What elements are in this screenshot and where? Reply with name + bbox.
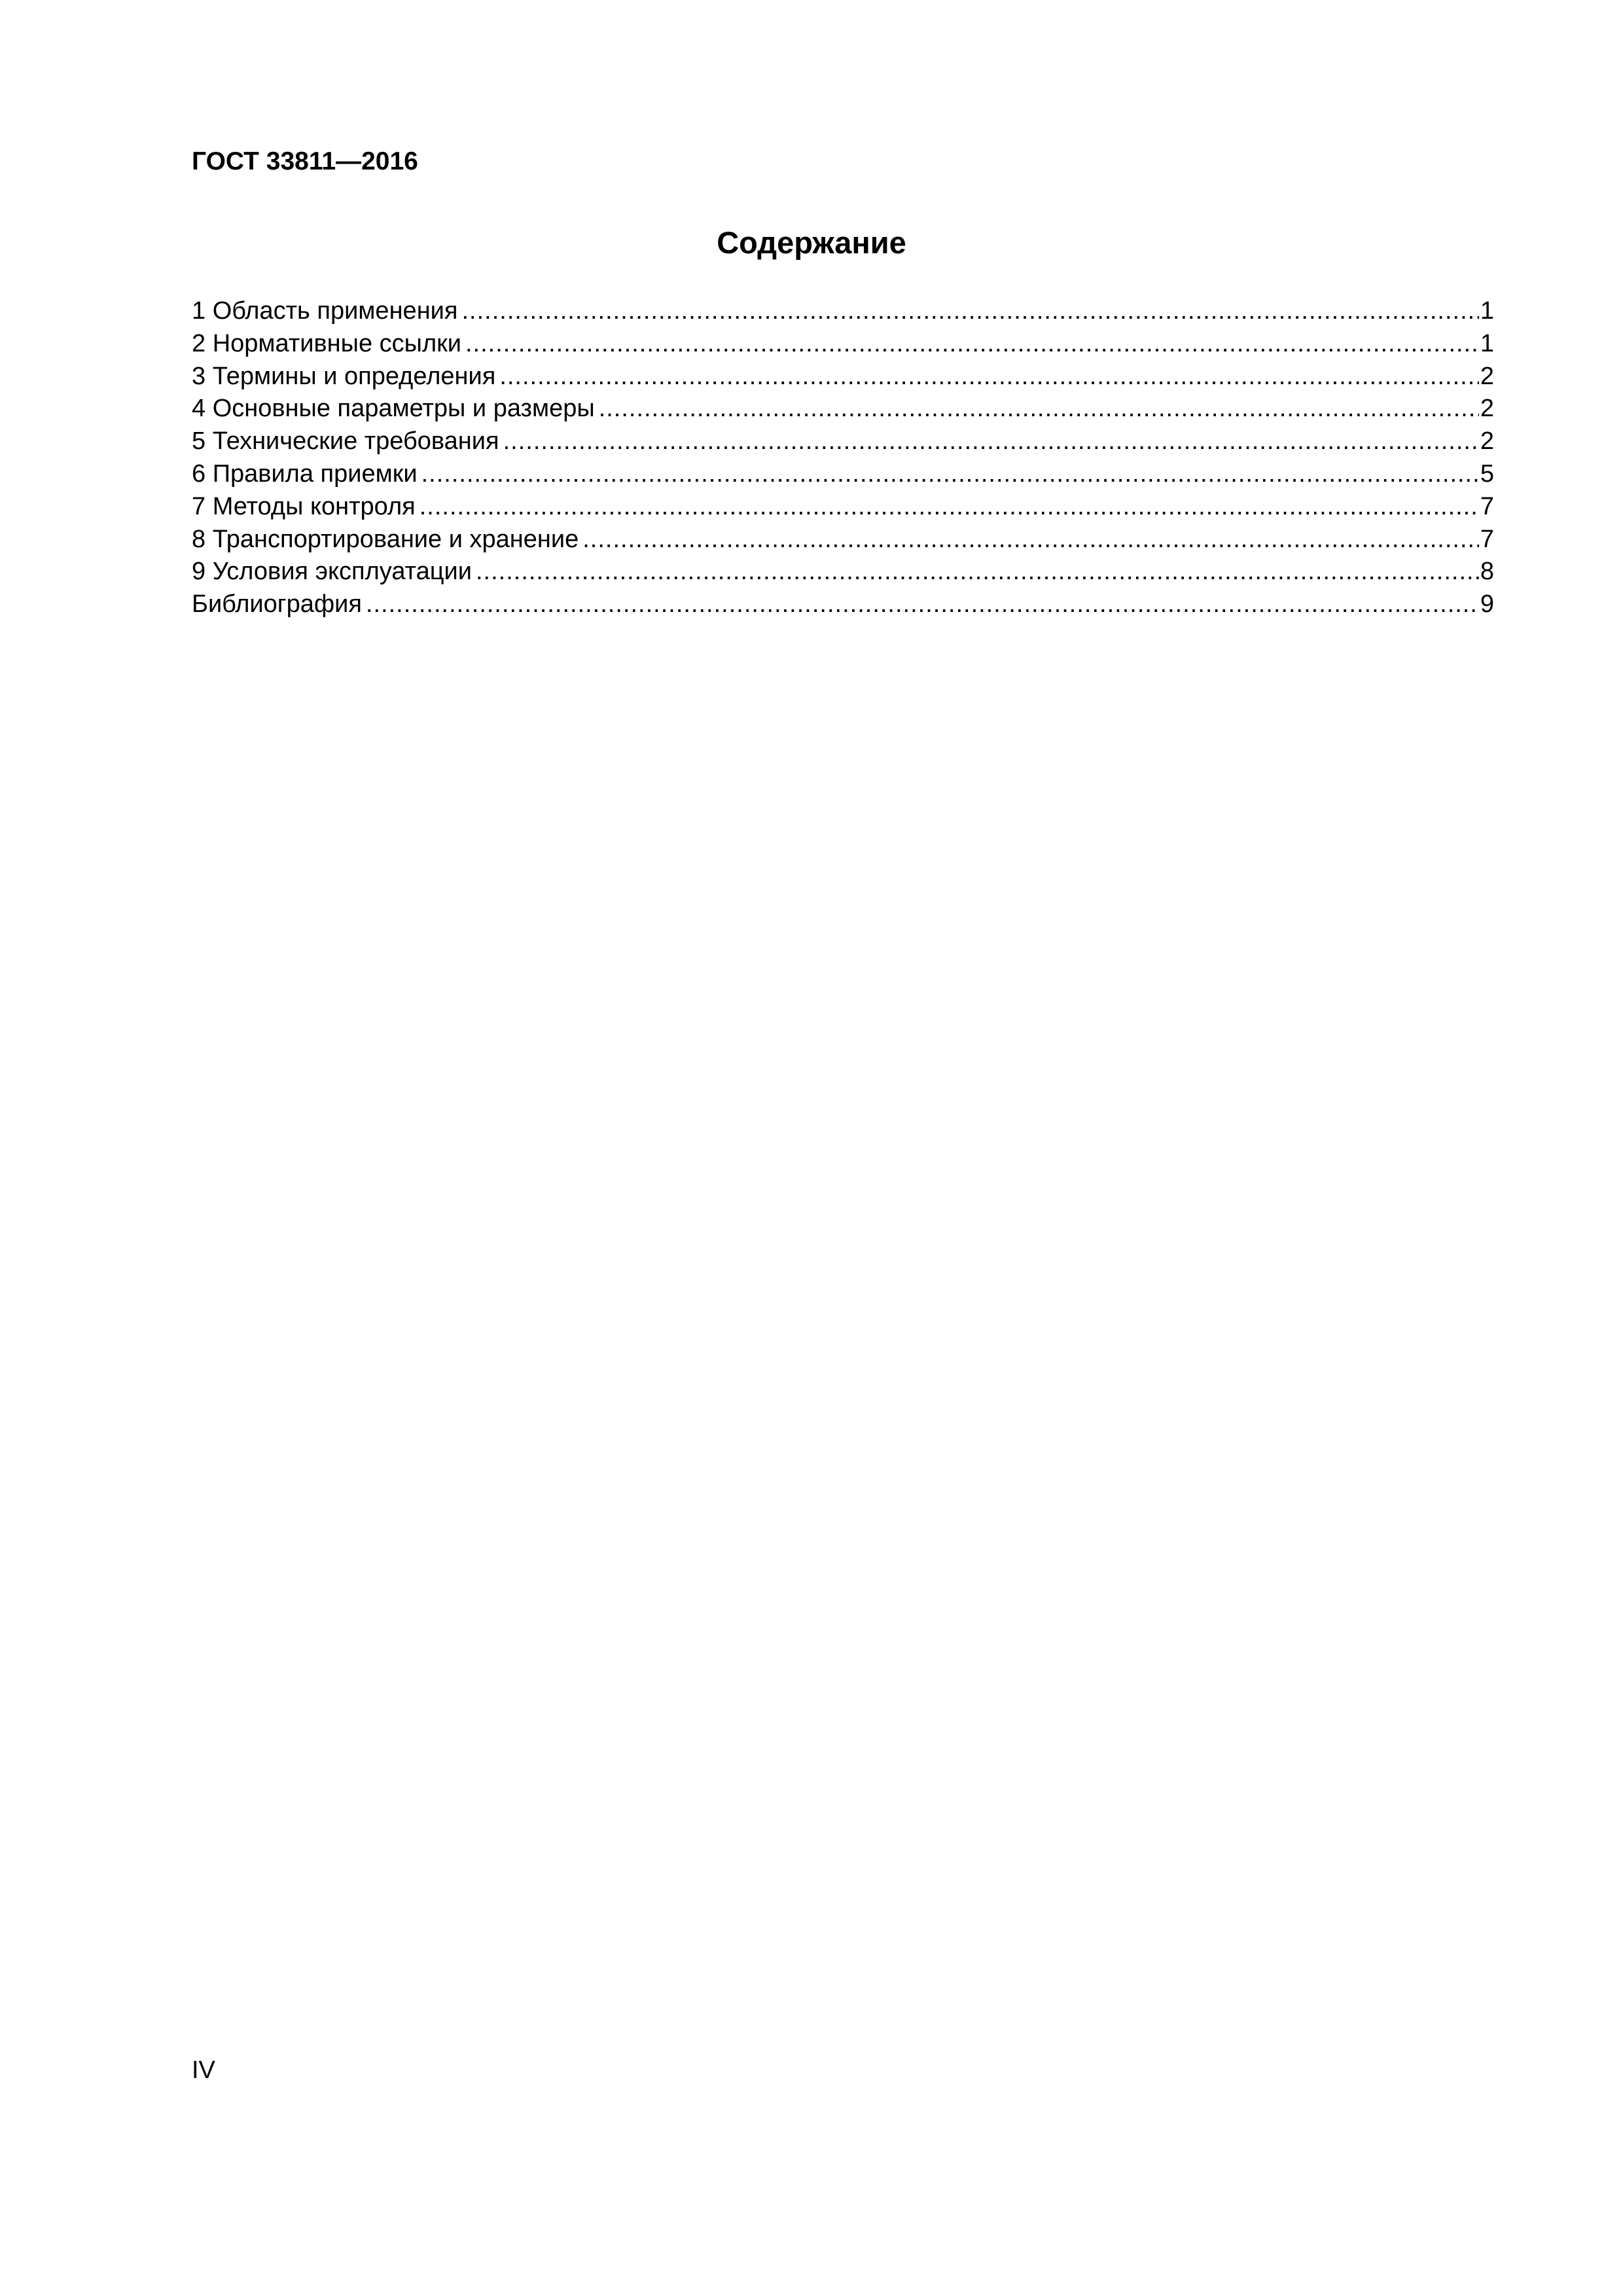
toc-dot-leader — [599, 393, 1479, 425]
toc-entry-label: Библиография — [192, 590, 362, 619]
toc-dot-leader — [465, 328, 1479, 361]
toc-entry-label: 4 Основные параметры и размеры — [192, 395, 595, 423]
toc-title: Содержание — [717, 225, 906, 260]
toc-entry-page: 2 — [1480, 362, 1494, 390]
toc-dot-leader — [421, 458, 1479, 491]
toc-entry-label: 1 Область применения — [192, 297, 458, 325]
toc-dot-leader — [503, 425, 1479, 458]
toc-dot-leader — [499, 361, 1479, 393]
toc-entry-page: 2 — [1480, 395, 1494, 423]
toc-entry-scope[interactable] — [192, 295, 1494, 328]
toc-entry-label: 2 Нормативные ссылки — [192, 329, 461, 357]
toc-entry-page: 1 — [1480, 297, 1494, 325]
toc-dot-leader — [419, 491, 1479, 524]
toc-entry-page: 7 — [1480, 525, 1494, 553]
toc-entry-label: 8 Транспортирование и хранение — [192, 525, 579, 553]
toc-entry-label: 7 Методы контроля — [192, 492, 416, 520]
toc-entry-test-methods[interactable] — [192, 491, 1494, 524]
toc-entry-bibliography[interactable] — [192, 588, 1494, 621]
toc-dot-leader — [582, 524, 1479, 556]
toc-entry-technical-requirements[interactable] — [192, 425, 1494, 458]
toc-entry-page: 8 — [1480, 558, 1494, 586]
toc-entry-page: 7 — [1480, 492, 1494, 520]
table-of-contents — [192, 295, 1494, 621]
toc-entry-label: 6 Правила приемки — [192, 459, 418, 488]
toc-entry-page: 1 — [1480, 329, 1494, 357]
toc-entry-terms-definitions[interactable] — [192, 361, 1494, 393]
toc-entry-normative-references[interactable] — [192, 328, 1494, 361]
toc-entry-page: 9 — [1480, 590, 1494, 619]
toc-entry-main-parameters[interactable] — [192, 393, 1494, 425]
toc-entry-label: 5 Технические требования — [192, 427, 499, 456]
document-standard-id: ГОСТ 33811—2016 — [192, 147, 418, 175]
toc-dot-leader — [461, 295, 1478, 328]
toc-entry-page: 2 — [1480, 427, 1494, 456]
toc-entry-label: 9 Условия эксплуатации — [192, 558, 472, 586]
toc-entry-transport-storage[interactable] — [192, 524, 1494, 556]
toc-entry-page: 5 — [1480, 459, 1494, 488]
page-number: IV — [192, 2056, 215, 2084]
toc-dot-leader — [366, 588, 1479, 621]
toc-entry-acceptance-rules[interactable] — [192, 458, 1494, 491]
toc-entry-label: 3 Термины и определения — [192, 362, 496, 390]
toc-dot-leader — [476, 556, 1479, 588]
toc-entry-operating-conditions[interactable] — [192, 556, 1494, 588]
